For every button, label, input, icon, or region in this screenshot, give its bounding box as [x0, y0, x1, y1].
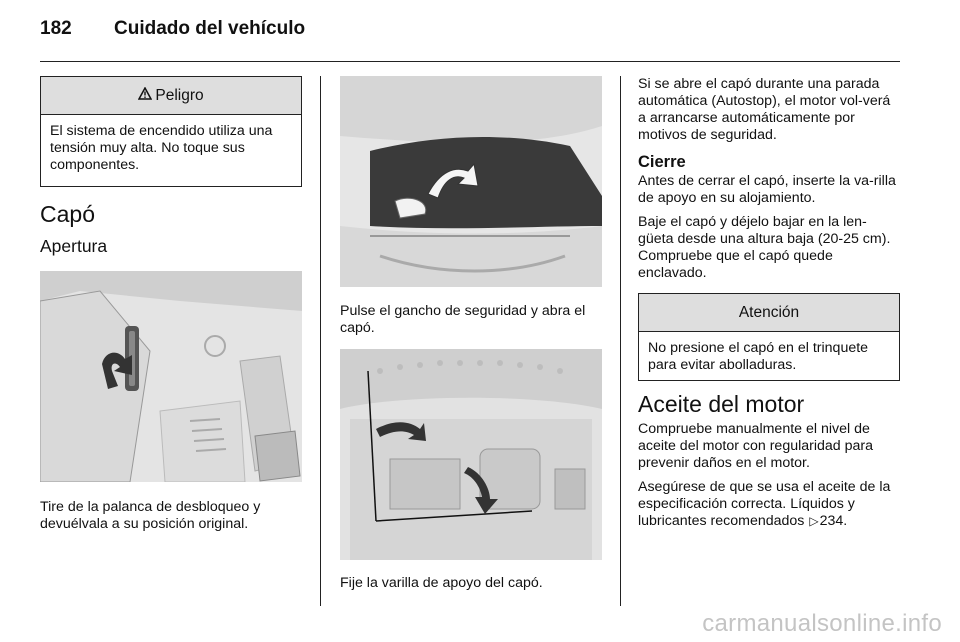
- column-divider-right: [620, 76, 621, 606]
- attention-box-text: No presione el capó en el trinquete para evitar abolladuras.: [648, 340, 869, 373]
- caption-support-rod: Fije la varilla de apoyo del capó.: [340, 575, 543, 591]
- caption-release-lever: Tire de la palanca de desbloqueo y devuélvala a su posición original.: [40, 499, 261, 532]
- figure-hood-support-rod: [340, 349, 602, 560]
- header-rule: [40, 61, 900, 62]
- column-divider-left: [320, 76, 321, 606]
- section-title-aceite: Aceite del motor: [638, 391, 805, 417]
- caption-safety-hook: Pulse el gancho de seguridad y abra el capó.: [340, 303, 586, 336]
- danger-box-text: El sistema de encendido utiliza una tensión muy alta. No toque sus componentes.: [50, 123, 273, 173]
- oil-paragraph-1: Compruebe manualmente el nivel de aceite del motor con regularidad para prevenir daños en el motor.: [638, 421, 874, 471]
- column-right: [638, 76, 900, 530]
- attention-box-title: Atención: [738, 303, 800, 321]
- figure-hood-release-lever: [40, 271, 302, 482]
- subsection-title-apertura: Apertura: [40, 236, 108, 256]
- danger-box: [40, 76, 302, 187]
- subsection-title-cierre: Cierre: [638, 153, 686, 171]
- column-left: [40, 76, 302, 533]
- oil-paragraph-2-end: .: [843, 513, 848, 529]
- page-number: 182: [40, 18, 72, 39]
- cierre-paragraph-2: Baje el capó y déjelo bajar en la len-güeta desde una altura baja (20-25 cm). Compruebe que el capó quede enclavado.: [638, 214, 891, 281]
- column-middle: [340, 76, 602, 592]
- cierre-paragraph-1: Antes de cerrar el capó, inserte la va-rilla de apoyo en su alojamiento.: [638, 173, 896, 206]
- danger-box-title: Peligro: [155, 86, 204, 104]
- page-reference-icon: ▷: [809, 514, 819, 528]
- page-title: Cuidado del vehículo: [114, 18, 306, 39]
- warning-triangle-icon: [138, 87, 152, 105]
- attention-box-header: [639, 294, 899, 332]
- watermark: carmanualsonline.info: [702, 610, 942, 637]
- section-title-capo: Capó: [40, 201, 95, 227]
- oil-paragraph-2-text: Asegúrese de que se usa el aceite de la especificación correcta. Líquidos y lubricantes recomendados: [638, 479, 891, 529]
- oil-page-reference[interactable]: 234: [819, 513, 844, 529]
- page-header: [40, 18, 305, 48]
- attention-box: [638, 293, 900, 381]
- figure-hood-safety-hook: [340, 76, 602, 287]
- oil-paragraph-2: [638, 479, 900, 530]
- danger-box-header: [41, 77, 301, 115]
- autostop-paragraph: Si se abre el capó durante una parada automática (Autostop), el motor vol-verá a arrancarse automáticamente por motivos de seguridad.: [638, 76, 891, 143]
